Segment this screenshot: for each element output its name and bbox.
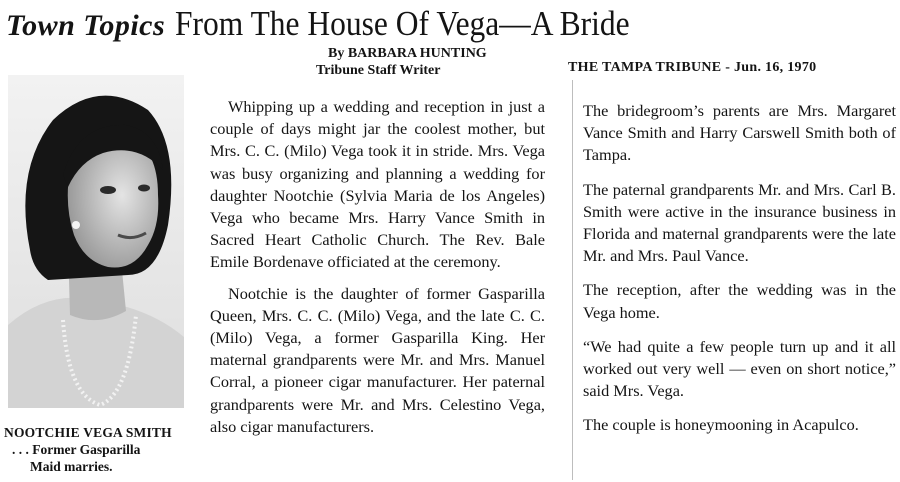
article-title: From The House Of Vega—A Bride xyxy=(175,4,630,43)
byline-role: Tribune Staff Writer xyxy=(316,63,441,78)
column-divider xyxy=(572,80,573,480)
paragraph: Nootchie is the daughter of former Gasparilla Queen, Mrs. C. C. (Milo) Vega, and the late C. C. (Milo) Vega, a former Gasparilla King. Her maternal grandparents were Mr. and Mrs. Manuel Corral, a pioneer cigar manufacturer. Her paternal grandparents were Mr. and Mrs. Celestino Vega, also cigar manufacturers. xyxy=(210,283,545,436)
byline xyxy=(316,45,487,79)
paragraph: The bridegroom’s parents are Mrs. Margaret Vance Smith and Harry Carswell Smith both of Tampa. xyxy=(583,101,896,165)
article-column-1 xyxy=(210,96,545,447)
article-column-2 xyxy=(583,100,896,449)
headline xyxy=(6,4,680,51)
paragraph: The reception, after the wedding was in the Vega home. xyxy=(583,280,896,322)
paragraph: Whipping up a wedding and reception in just a couple of days might jar the coolest mother, but Mrs. C. C. (Milo) Vega took it in stride. Mrs. Vega was busy organizing and planning a wedding for daughter Nootchie (Sylvia Maria de los Angeles) Vega who became Mrs. Harry Vance Smith in Sacred Heart Catholic Church. The Rev. Bale Emile Bordenave officiated at the ceremony. xyxy=(210,97,545,272)
paragraph: “We had quite a few people turn up and it all worked out very well — even on short notice,” said Mrs. Vega. xyxy=(583,336,896,401)
portrait-illustration xyxy=(8,75,184,408)
paragraph: The couple is honeymooning in Acapulco. xyxy=(583,415,859,435)
caption-name: NOOTCHIE VEGA SMITH xyxy=(4,425,172,440)
section-title: Town Topics xyxy=(6,9,166,42)
paragraph: The paternal grandparents Mr. and Mrs. Carl B. Smith were active in the insurance business in Florida and maternal grandparents were the late Mr. and Mrs. Paul Vance. xyxy=(583,179,896,266)
photo-caption xyxy=(4,424,204,475)
caption-line-2: Maid marries. xyxy=(30,459,113,474)
byline-author: By BARBARA HUNTING xyxy=(328,46,487,61)
masthead: THE TAMPA TRIBUNE - Jun. 16, 1970 xyxy=(568,60,817,75)
caption-line-1: . . . Former Gasparilla xyxy=(12,442,141,457)
portrait-photo xyxy=(8,75,184,408)
